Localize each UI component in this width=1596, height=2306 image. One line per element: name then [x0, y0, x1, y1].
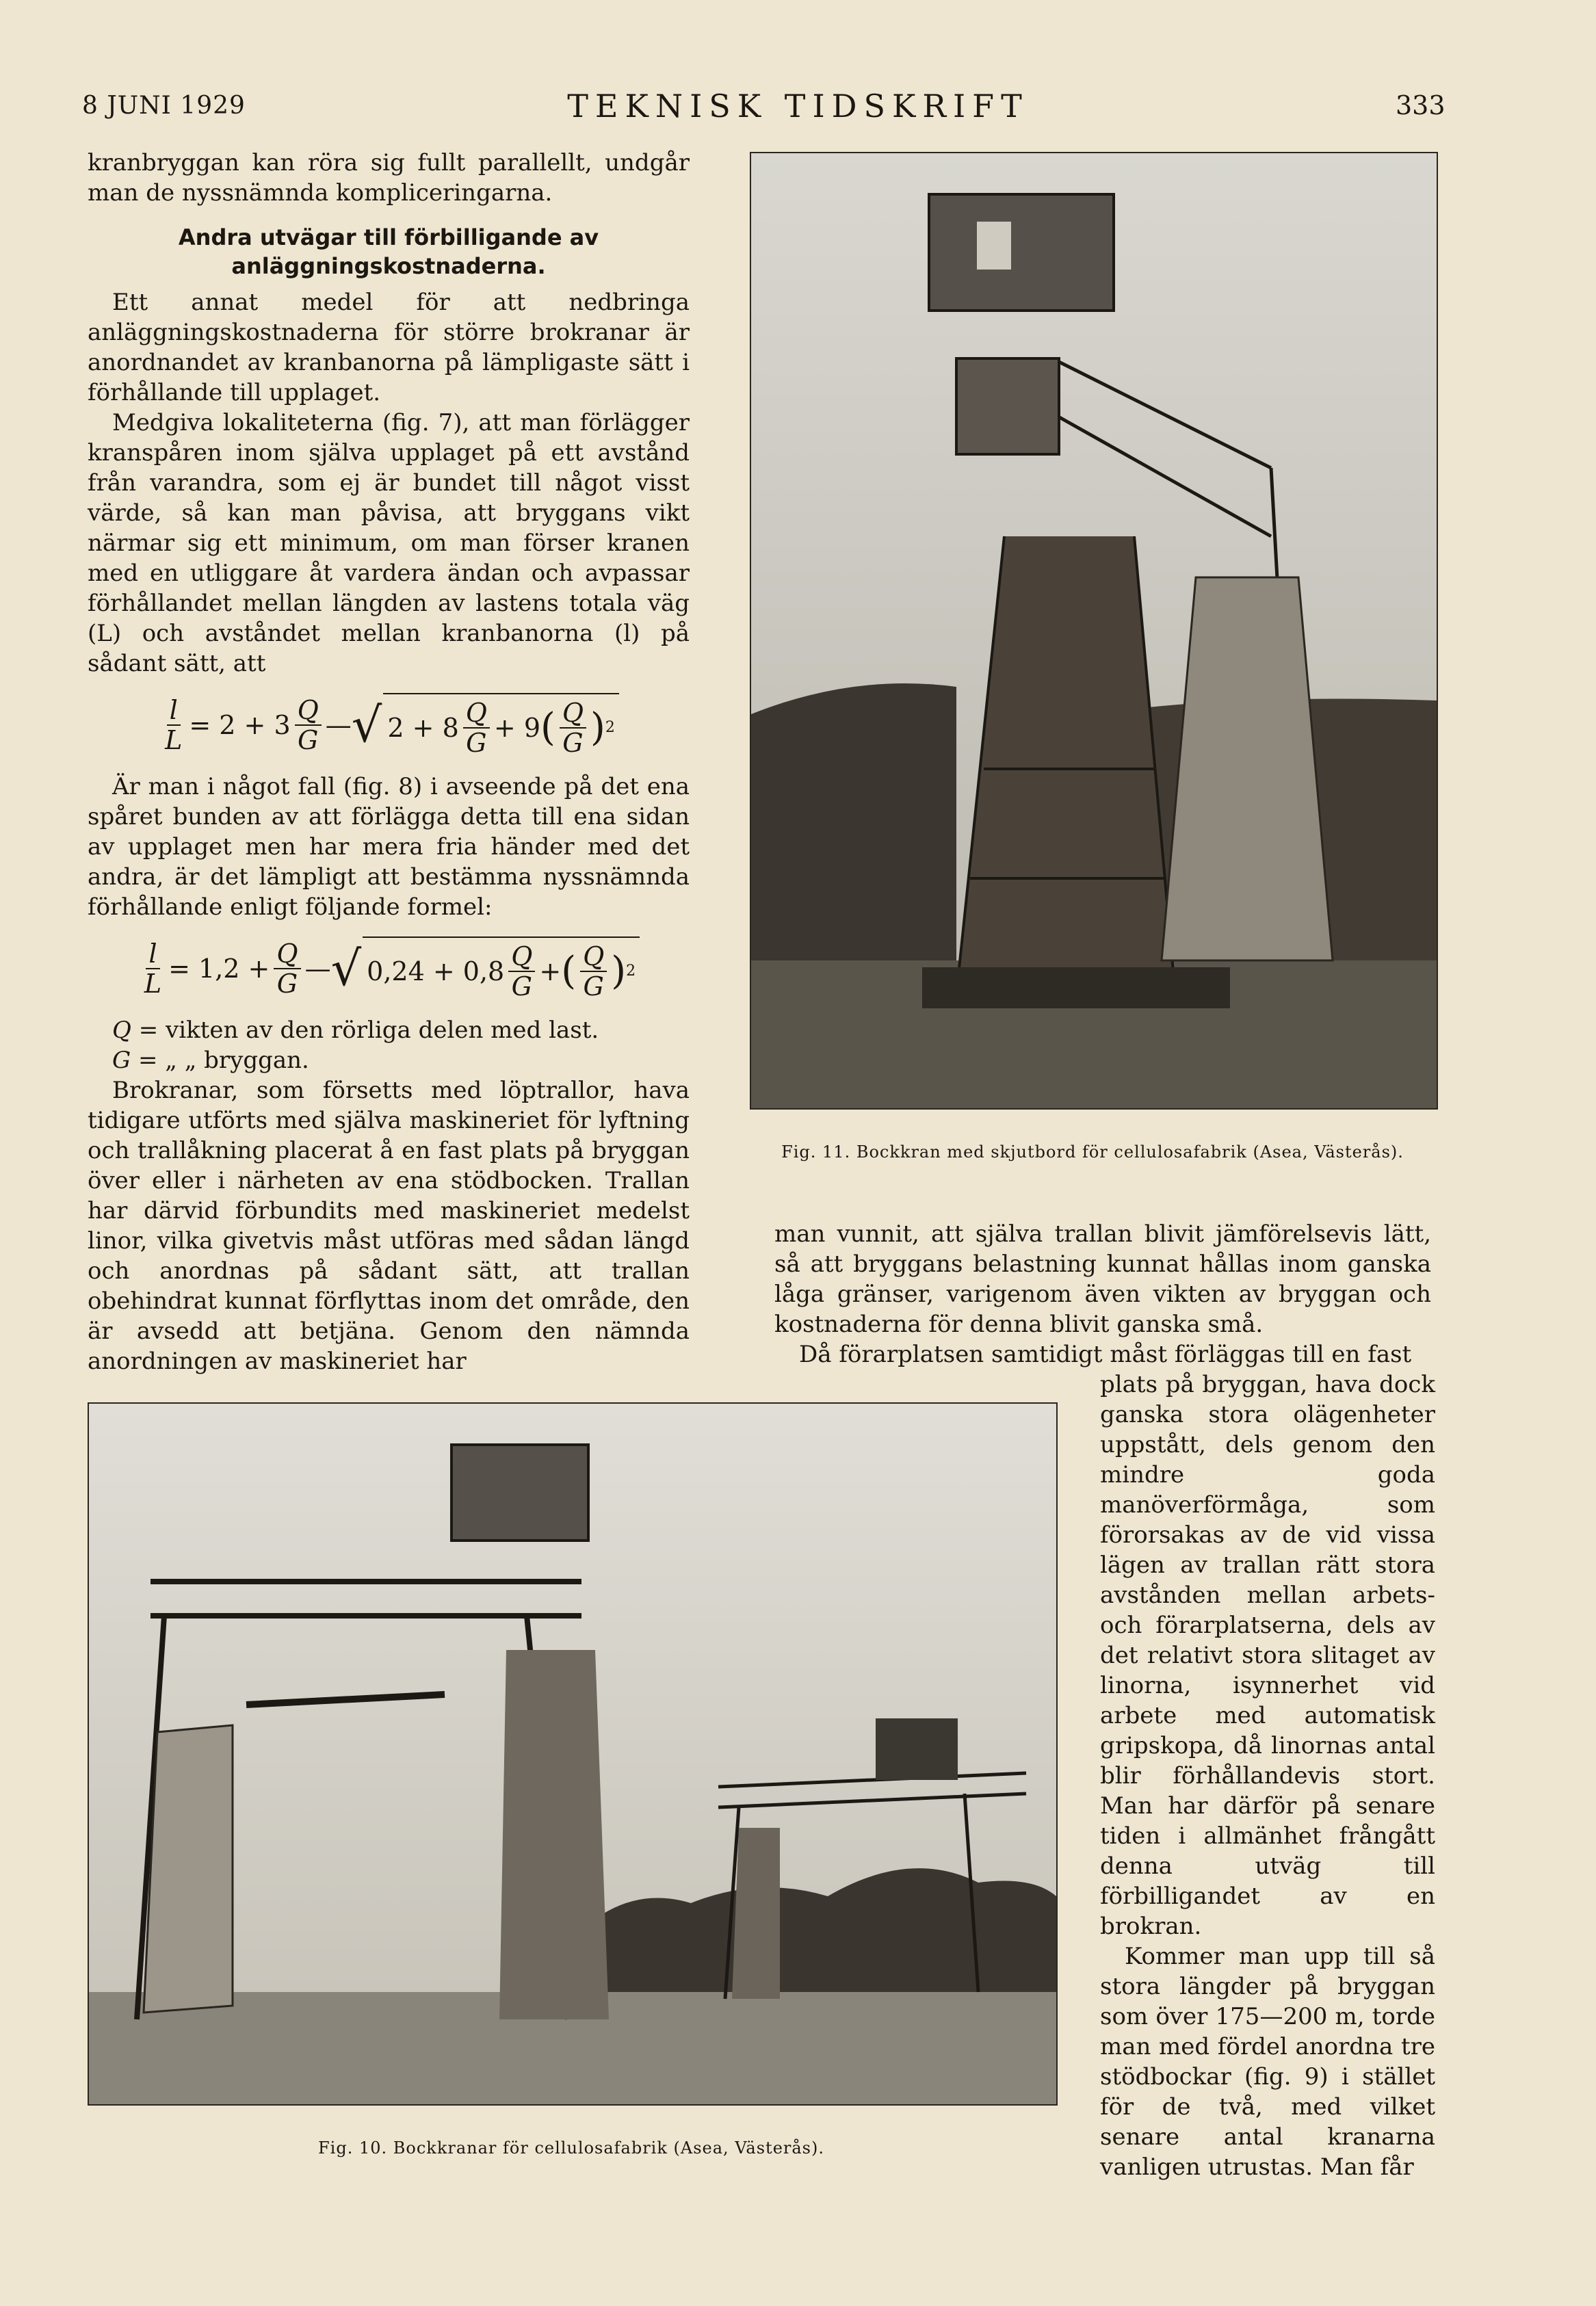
paragraph: Är man i något fall (fig. 8) i avseende på det ena spåret bunden av att förlägga detta till ena sidan av upplaget men har mera fria händer med det andra, är det lämpligt att bestämma nyssnämnda förhållande enligt följande formel:	[88, 773, 690, 921]
crane-tower-photo	[751, 153, 1437, 1108]
section-heading: Andra utvägar till förbilligande av anläggningskostnaderna.	[178, 224, 599, 279]
figure-11-photo	[750, 152, 1438, 1110]
paragraph: Medgiva lokaliteterna (fig. 7), att man förlägger kranspåren inom själva upplaget på ett avstånd från varandra, som ej är bundet till något visst värde, så kan man påvisa, att bryggans vikt närmar sig ett minimum, om man förser kranen med en utliggare åt vardera ändan och avpassar förhållandet mellan längden av lastens totala väg (L) och avståndet mellan kranbanorna (l) på sådant sätt, att	[88, 409, 690, 677]
formula-1: $\frac{l}{L}$ = 2 + 3 $\frac{Q}{G}$ — √ 2 + 8 $\frac{Q}{G}$ + 9 ( $\frac{Q}{G}$ ) 2	[88, 684, 690, 766]
right-column-upper	[774, 1219, 1431, 1370]
left-column	[88, 148, 690, 1376]
figure-10-caption: Fig. 10. Bockkranar för cellulosafabrik (Asea, Västerås).	[318, 2138, 824, 2158]
figure-10-photo	[88, 1402, 1058, 2106]
formula-2: $\frac{l}{L}$ = 1,2 + $\frac{Q}{G}$ — √ 0,24 + 0,8 $\frac{Q}{G}$ + ( $\frac{Q}{G}$ ) 2	[88, 928, 690, 1010]
issue-date: 8 JUNI 1929	[82, 92, 246, 120]
gantry-cranes-photo	[89, 1404, 1056, 2104]
paragraph: man vunnit, att själva trallan blivit jämförelsevis lätt, så att bryggans belastning kunnat hållas inom ganska låga gränser, varigenom även vikten av bryggan och kostnaderna för denna blivit ganska små.	[774, 1220, 1431, 1338]
paragraph: Ett annat medel för att nedbringa anläggningskostnaderna för större brokranar är anordnandet av kranbanorna på lämpligaste sätt i förhållande till upplaget.	[88, 289, 690, 406]
journal-title: TEKNISK TIDSKRIFT	[567, 88, 1029, 125]
page-number: 333	[1396, 90, 1445, 120]
right-column-narrow	[1100, 1370, 1435, 2182]
paragraph: Brokranar, som försetts med löptrallor, hava tidigare utförts med själva maskineriet för lyftning och trallåkning placerat å en fast plats på bryggan över eller i närheten av ena stödbocken. Trallan har därvid förbundits med maskineriet medelst linor, vilka givetvis måst utföras med sådan längd och anordnas på sådant sätt, att trallan obehindrat kunnat förflyttas inom det område, den är avsedd att betjäna. Genom den nämnda anordningen av maskineriet har	[88, 1077, 690, 1375]
figure-11-caption: Fig. 11. Bockkran med skjutbord för cellulosafabrik (Asea, Västerås).	[781, 1142, 1404, 1162]
paragraph: Då förarplatsen samtidigt måst förläggas till en fast	[799, 1341, 1412, 1368]
symbol-definitions: Q = vikten av den rörliga delen med last. G = „ „ bryggan.	[112, 1017, 599, 1074]
paragraph: Kommer man upp till så stora längder på bryggan som över 175—200 m, torde man med fördel anordna tre stödbockar (fig. 9) i stället för de två, med vilket senare antal kranarna vanligen utrustas. Man får	[1100, 1943, 1435, 2181]
page-header	[0, 88, 1596, 129]
paragraph: kranbryggan kan röra sig fullt parallellt, undgår man de nyssnämnda kompliceringarna.	[88, 149, 690, 207]
paragraph: plats på bryggan, hava dock ganska stora olägenheter uppstått, dels genom den mindre goda manöverförmåga, som förorsakas av de vid vissa lägen av trallan rätt stora avstånden mellan arbets- och förarplatserna, dels av det relativt stora slitaget av linorna, isynnerhet vid arbete med automatisk gripskopa, då linornas antal blir förhållandevis stort. Man har därför på senare tiden i allmänhet frångått denna utväg till förbilligandet av en brokran.	[1100, 1371, 1435, 1940]
